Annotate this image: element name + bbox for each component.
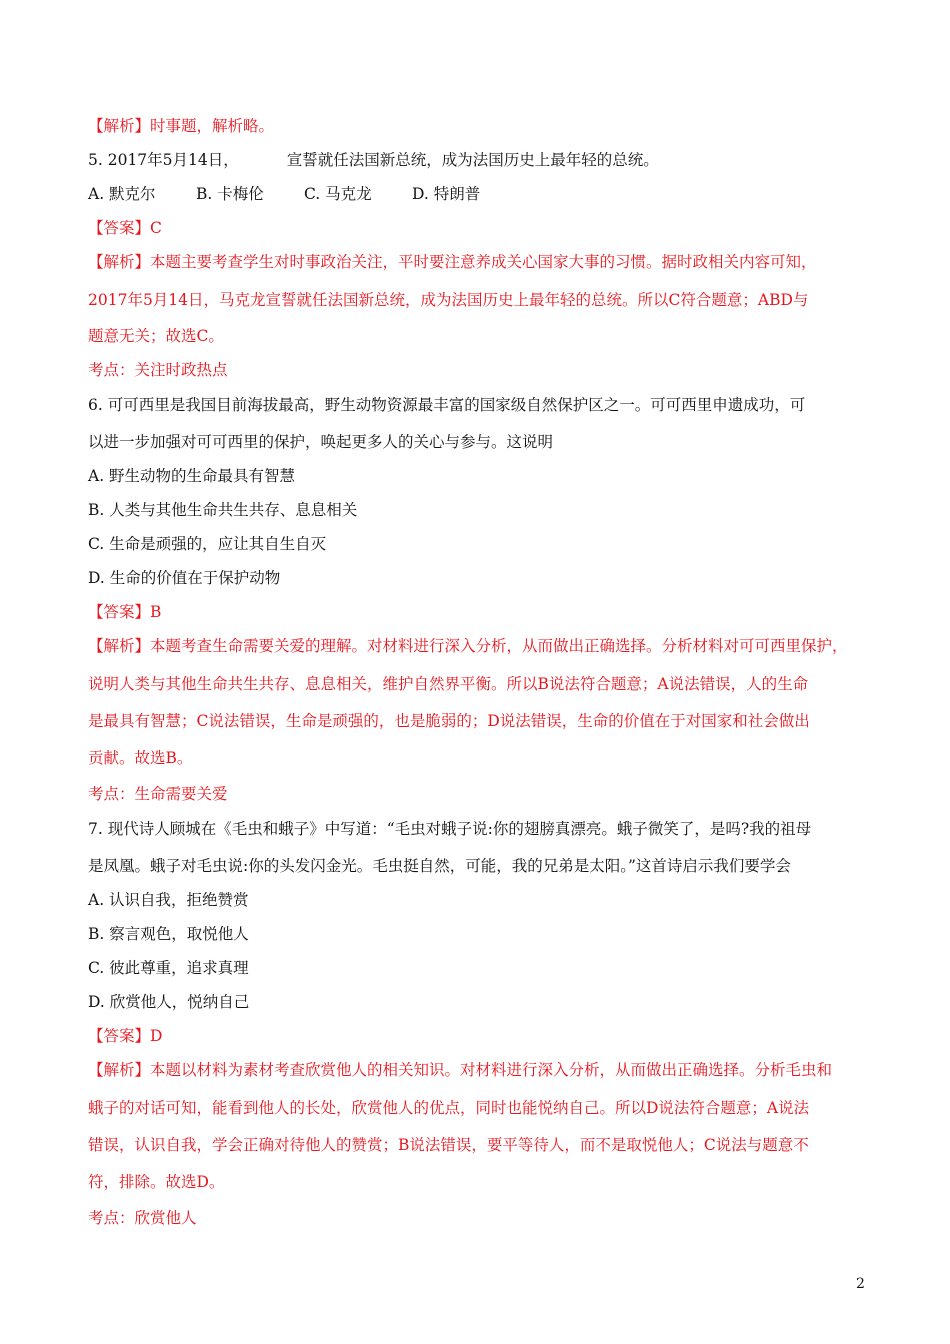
q7-point: 考点：欣赏他人 bbox=[88, 1209, 197, 1227]
q6-analysis-line: 是最具有智慧；C说法错误，生命是顽强的，也是脆弱的；D说法错误，生命的价值在于对国家和社会做出 bbox=[88, 712, 810, 730]
q5-analysis-line: 2017年5月14日，马克龙宣誓就任法国新总统，成为法国历史上最年轻的总统。所以C符合题意；ABD与 bbox=[88, 291, 809, 309]
q6-answer: 【答案】B bbox=[88, 603, 162, 621]
q6-option-b: B. 人类与其他生命共生共存、息息相关 bbox=[88, 501, 358, 519]
q6-stem-line: 以进一步加强对可可西里的保护，唤起更多人的关心与参与。这说明 bbox=[88, 433, 554, 451]
q5-answer: 【答案】C bbox=[88, 219, 162, 237]
q7-answer: 【答案】D bbox=[88, 1027, 163, 1045]
q5-stem bbox=[88, 149, 659, 171]
q6-option-a: A. 野生动物的生命最具有智慧 bbox=[88, 467, 296, 485]
q5-option-a: A. 默克尔 bbox=[88, 185, 156, 203]
q7-option-c: C. 彼此尊重，追求真理 bbox=[88, 959, 249, 977]
q7-option-d: D. 欣赏他人，悦纳自己 bbox=[88, 993, 250, 1011]
q7-stem-line: 是凤凰。蛾子对毛虫说:你的头发闪金光。毛虫挺自然，可能，我的兄弟是太阳。”这首诗启示我们要学会 bbox=[88, 857, 791, 875]
q6-stem-line: 6. 可可西里是我国目前海拔最高，野生动物资源最丰富的国家级自然保护区之一。可可西里申遗成功，可 bbox=[88, 396, 806, 414]
q6-analysis-line: 【解析】本题考查生命需要关爱的理解。对材料进行深入分析，从而做出正确选择。分析材料对可可西里保护， bbox=[88, 637, 848, 655]
q7-stem-line: 7. 现代诗人顾城在《毛虫和蛾子》中写道：“毛虫对蛾子说:你的翅膀真漂亮。蛾子微笑了，是吗?我的祖母 bbox=[88, 820, 812, 838]
q6-analysis-line: 贡献。故选B。 bbox=[88, 749, 193, 767]
q5-stem-prefix: 5. 2017年5月14日， bbox=[88, 151, 239, 169]
q5-option-c: C. 马克龙 bbox=[304, 185, 372, 203]
q4-analysis: 【解析】时事题，解析略。 bbox=[88, 117, 275, 135]
q6-analysis-line: 说明人类与其他生命共生共存、息息相关，维护自然界平衡。所以B说法符合题意；A说法错误，人的生命 bbox=[88, 675, 809, 693]
q5-option-d: D. 特朗普 bbox=[412, 185, 481, 203]
q6-point: 考点：生命需要关爱 bbox=[88, 785, 228, 803]
q5-point: 考点：关注时政热点 bbox=[88, 361, 228, 379]
q7-option-a: A. 认识自我，拒绝赞赏 bbox=[88, 891, 249, 909]
q5-analysis-line: 题意无关；故选C。 bbox=[88, 327, 224, 345]
q7-analysis-line: 符，排除。故选D。 bbox=[88, 1173, 225, 1191]
q5-option-b: B. 卡梅伦 bbox=[196, 185, 264, 203]
q5-stem-suffix: 宣誓就任法国新总统，成为法国历史上最年轻的总统。 bbox=[286, 151, 659, 169]
q6-option-d: D. 生命的价值在于保护动物 bbox=[88, 569, 281, 587]
q7-analysis-line: 【解析】本题以材料为素材考查欣赏他人的相关知识。对材料进行深入分析，从而做出正确选择。分析毛虫和 bbox=[88, 1061, 833, 1079]
q5-options bbox=[88, 183, 520, 205]
q7-option-b: B. 察言观色，取悦他人 bbox=[88, 925, 249, 943]
q5-analysis-line: 【解析】本题主要考查学生对时事政治关注，平时要注意养成关心国家大事的习惯。据时政相关内容可知， bbox=[88, 253, 817, 271]
q6-option-c: C. 生命是顽强的，应让其自生自灭 bbox=[88, 535, 327, 553]
q7-analysis-line: 错误，认识自我，学会正确对待他人的赞赏；B说法错误，要平等待人，而不是取悦他人；C说法与题意不 bbox=[88, 1136, 809, 1154]
page-number: 2 bbox=[856, 1276, 865, 1292]
q7-analysis-line: 蛾子的对话可知，能看到他人的长处，欣赏他人的优点，同时也能悦纳自己。所以D说法符合题意；A说法 bbox=[88, 1099, 810, 1117]
